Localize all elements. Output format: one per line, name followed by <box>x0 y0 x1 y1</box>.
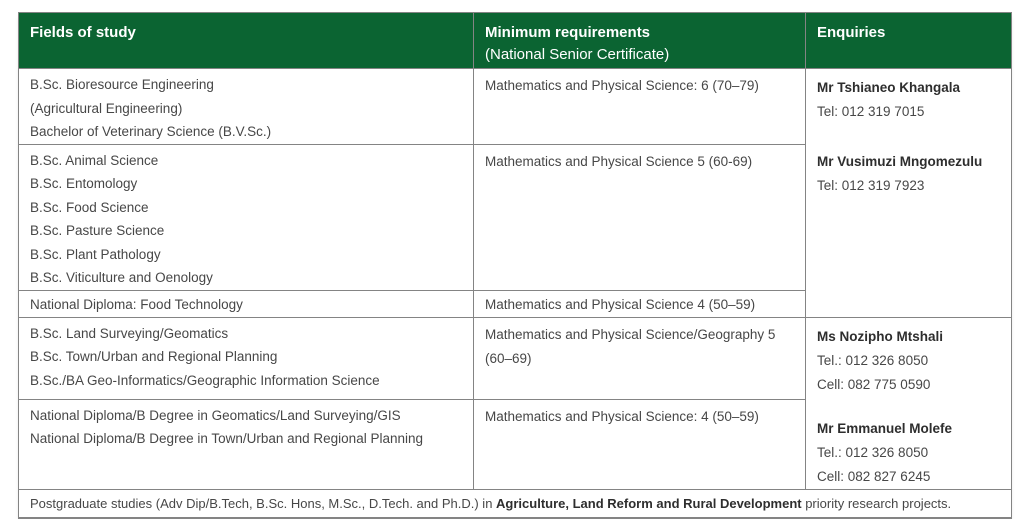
requirement-text: Mathematics and Physical Science 4 (50–59) <box>485 296 756 312</box>
field-of-study: (Agricultural Engineering) <box>30 100 183 116</box>
field-of-study: B.Sc. Town/Urban and Regional Planning <box>30 349 278 364</box>
contact-phone: Tel: 012 319 7015 <box>817 104 925 119</box>
contact-phone: Cell: 082 775 0590 <box>817 376 931 392</box>
field-of-study: National Diploma: Food Technology <box>30 296 243 312</box>
requirement-cell <box>474 399 806 489</box>
requirement-text: Mathematics and Physical Science/Geography 5 (60–69) <box>485 326 776 366</box>
requirement-cell <box>474 69 806 145</box>
fields-cell <box>19 290 474 317</box>
footer-note-suffix: priority research projects. <box>801 495 952 511</box>
field-of-study: B.Sc. Entomology <box>30 176 138 191</box>
field-of-study: B.Sc. Plant Pathology <box>30 246 161 262</box>
contact-block <box>817 76 1003 124</box>
fields-cell <box>19 69 474 145</box>
contact-name: Mr Tshianeo Khangala <box>817 80 961 95</box>
table-header-row <box>19 13 1012 69</box>
enquiries-cell <box>806 69 1012 318</box>
contact-phone: Tel.: 012 326 8050 <box>817 352 929 368</box>
enquiries-cell <box>806 317 1012 489</box>
requirement-text: Mathematics and Physical Science: 4 (50–59) <box>485 408 759 424</box>
header-fields-of-study <box>19 13 474 69</box>
fields-cell <box>19 144 474 290</box>
requirement-cell <box>474 144 806 290</box>
study-fields-table-container <box>18 12 1011 519</box>
header-certificate-subtitle: (National Senior Certificate) <box>485 46 670 63</box>
contact-name: Mr Emmanuel Molefe <box>817 420 953 436</box>
field-of-study: National Diploma/B Degree in Town/Urban and Regional Planning <box>30 431 423 447</box>
requirement-cell <box>474 317 806 399</box>
header-minimum-requirements <box>474 13 806 69</box>
footer-row <box>19 489 1012 518</box>
contact-phone: Tel.: 012 326 8050 <box>817 444 929 460</box>
field-of-study: National Diploma/B Degree in Geomatics/Land Surveying/GIS <box>30 407 401 423</box>
footer-note-prefix: Postgraduate studies (Adv Dip/B.Tech, B.Sc. Hons, M.Sc., D.Tech. and Ph.D.) in <box>30 495 497 511</box>
fields-cell <box>19 317 474 399</box>
contact-phone: Tel: 012 319 7923 <box>817 178 925 193</box>
requirement-cell <box>474 290 806 317</box>
header-enquiries <box>806 13 1012 69</box>
field-of-study: B.Sc./BA Geo-Informatics/Geographic Information Science <box>30 372 380 388</box>
table-row <box>19 317 1012 399</box>
field-of-study: B.Sc. Bioresource Engineering <box>30 77 214 92</box>
contact-block <box>817 417 1003 489</box>
fields-of-study-table <box>18 12 1012 519</box>
requirement-text: Mathematics and Physical Science: 6 (70–79) <box>485 78 759 93</box>
field-of-study: Bachelor of Veterinary Science (B.V.Sc.) <box>30 124 272 139</box>
header-fields-of-study-label: Fields of study <box>30 24 136 41</box>
contact-name: Mr Vusimuzi Mngomezulu <box>817 154 983 169</box>
contact-block <box>817 325 1003 397</box>
table-row <box>19 69 1012 145</box>
requirement-text: Mathematics and Physical Science 5 (60-69) <box>485 153 753 169</box>
contact-block <box>817 150 1003 198</box>
footer-note-bold: Agriculture, Land Reform and Rural Development <box>496 495 802 511</box>
field-of-study: B.Sc. Land Surveying/Geomatics <box>30 325 229 341</box>
header-minimum-requirements-label: Minimum requirements <box>485 24 651 41</box>
field-of-study: B.Sc. Food Science <box>30 199 149 215</box>
contact-name: Ms Nozipho Mtshali <box>817 328 943 344</box>
header-enquiries-label: Enquiries <box>817 24 886 41</box>
field-of-study: B.Sc. Viticulture and Oenology <box>30 270 213 285</box>
field-of-study: B.Sc. Animal Science <box>30 152 159 168</box>
footer-note <box>19 489 1012 518</box>
field-of-study: B.Sc. Pasture Science <box>30 223 165 238</box>
fields-cell <box>19 399 474 489</box>
contact-phone: Cell: 082 827 6245 <box>817 468 931 484</box>
